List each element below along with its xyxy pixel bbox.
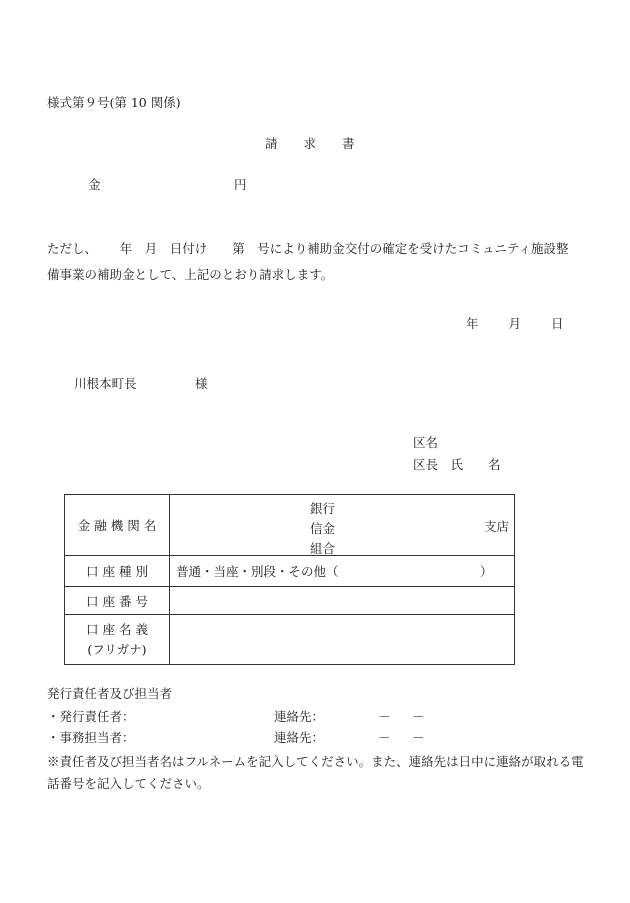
account-holder-label: 口 座 名 義 bbox=[86, 621, 148, 637]
amount-unit: 円 bbox=[234, 177, 247, 192]
staff-contact bbox=[274, 730, 425, 745]
account-holder-kana-label: (フリガナ) bbox=[87, 641, 147, 657]
issuer-contact-dash-1: － bbox=[378, 709, 391, 724]
account-type-field[interactable] bbox=[170, 556, 515, 587]
financial-institution-label: 金 融 機 関 名 bbox=[65, 495, 170, 556]
addressee-honorific: 様 bbox=[195, 376, 208, 391]
institution-type-bank: 銀行 bbox=[310, 501, 336, 516]
addressee-name: 川根本町長 bbox=[74, 376, 137, 391]
staff-contact-label: 連絡先： bbox=[274, 730, 325, 745]
table-row bbox=[65, 556, 515, 587]
table-row bbox=[65, 587, 515, 615]
table-row bbox=[65, 495, 515, 556]
amount-prefix: 金 bbox=[88, 177, 101, 192]
form-number-label: 様式第９号(第 10 関係) bbox=[47, 95, 181, 110]
account-holder-label-cell bbox=[65, 615, 170, 665]
date-day: 日 bbox=[551, 316, 564, 331]
branch-label: 支店 bbox=[483, 519, 509, 534]
issuer-contact-label: 連絡先： bbox=[274, 709, 325, 724]
institution-type-shinkin: 信金 bbox=[310, 521, 336, 536]
document-title bbox=[265, 138, 381, 151]
staff-label: ・事務担当者： bbox=[47, 730, 135, 745]
ward-name-label: 区名 bbox=[413, 435, 439, 450]
responsible-section-title: 発行責任者及び担当者 bbox=[47, 686, 173, 701]
institution-type-list bbox=[310, 499, 335, 559]
instruction-note: ※責任者及び担当者名はフルネームを記入してください。また、連絡先は日中に連絡が取れる電話番号を記入してください。 bbox=[47, 754, 584, 791]
staff-contact-dash-1: － bbox=[378, 730, 391, 745]
account-number-field[interactable] bbox=[170, 587, 515, 615]
table-row bbox=[65, 615, 515, 665]
title-char-2: 求 bbox=[303, 136, 317, 151]
issuer-label: ・発行責任者： bbox=[47, 709, 135, 724]
date-year: 年 bbox=[466, 316, 479, 331]
ward-chief-name-label: 区長 氏 名 bbox=[413, 457, 501, 472]
account-number-label: 口 座 番 号 bbox=[65, 587, 170, 615]
staff-contact-dash-2: － bbox=[412, 730, 425, 745]
title-char-1: 請 bbox=[265, 136, 278, 151]
bank-account-table bbox=[64, 494, 515, 665]
account-holder-field[interactable] bbox=[170, 615, 515, 665]
account-type-options: 普通・当座・別段・その他（ bbox=[176, 564, 339, 579]
institution-type-kumiai: 組合 bbox=[310, 541, 336, 556]
issuer-contact-dash-2: － bbox=[412, 709, 425, 724]
request-body-text: ただし、 年 月 日付け 第 号により補助金交付の確定を受けたコミュニティ施設整備事業の補助金として、上記のとおり請求します。 bbox=[47, 241, 569, 282]
title-char-3: 書 bbox=[342, 136, 355, 151]
request-date bbox=[466, 318, 564, 331]
date-month: 月 bbox=[508, 316, 522, 331]
issuer-contact bbox=[274, 709, 425, 724]
financial-institution-field[interactable] bbox=[170, 495, 515, 556]
account-type-close-paren: ） bbox=[480, 564, 493, 579]
account-type-label: 口 座 種 別 bbox=[65, 556, 170, 587]
